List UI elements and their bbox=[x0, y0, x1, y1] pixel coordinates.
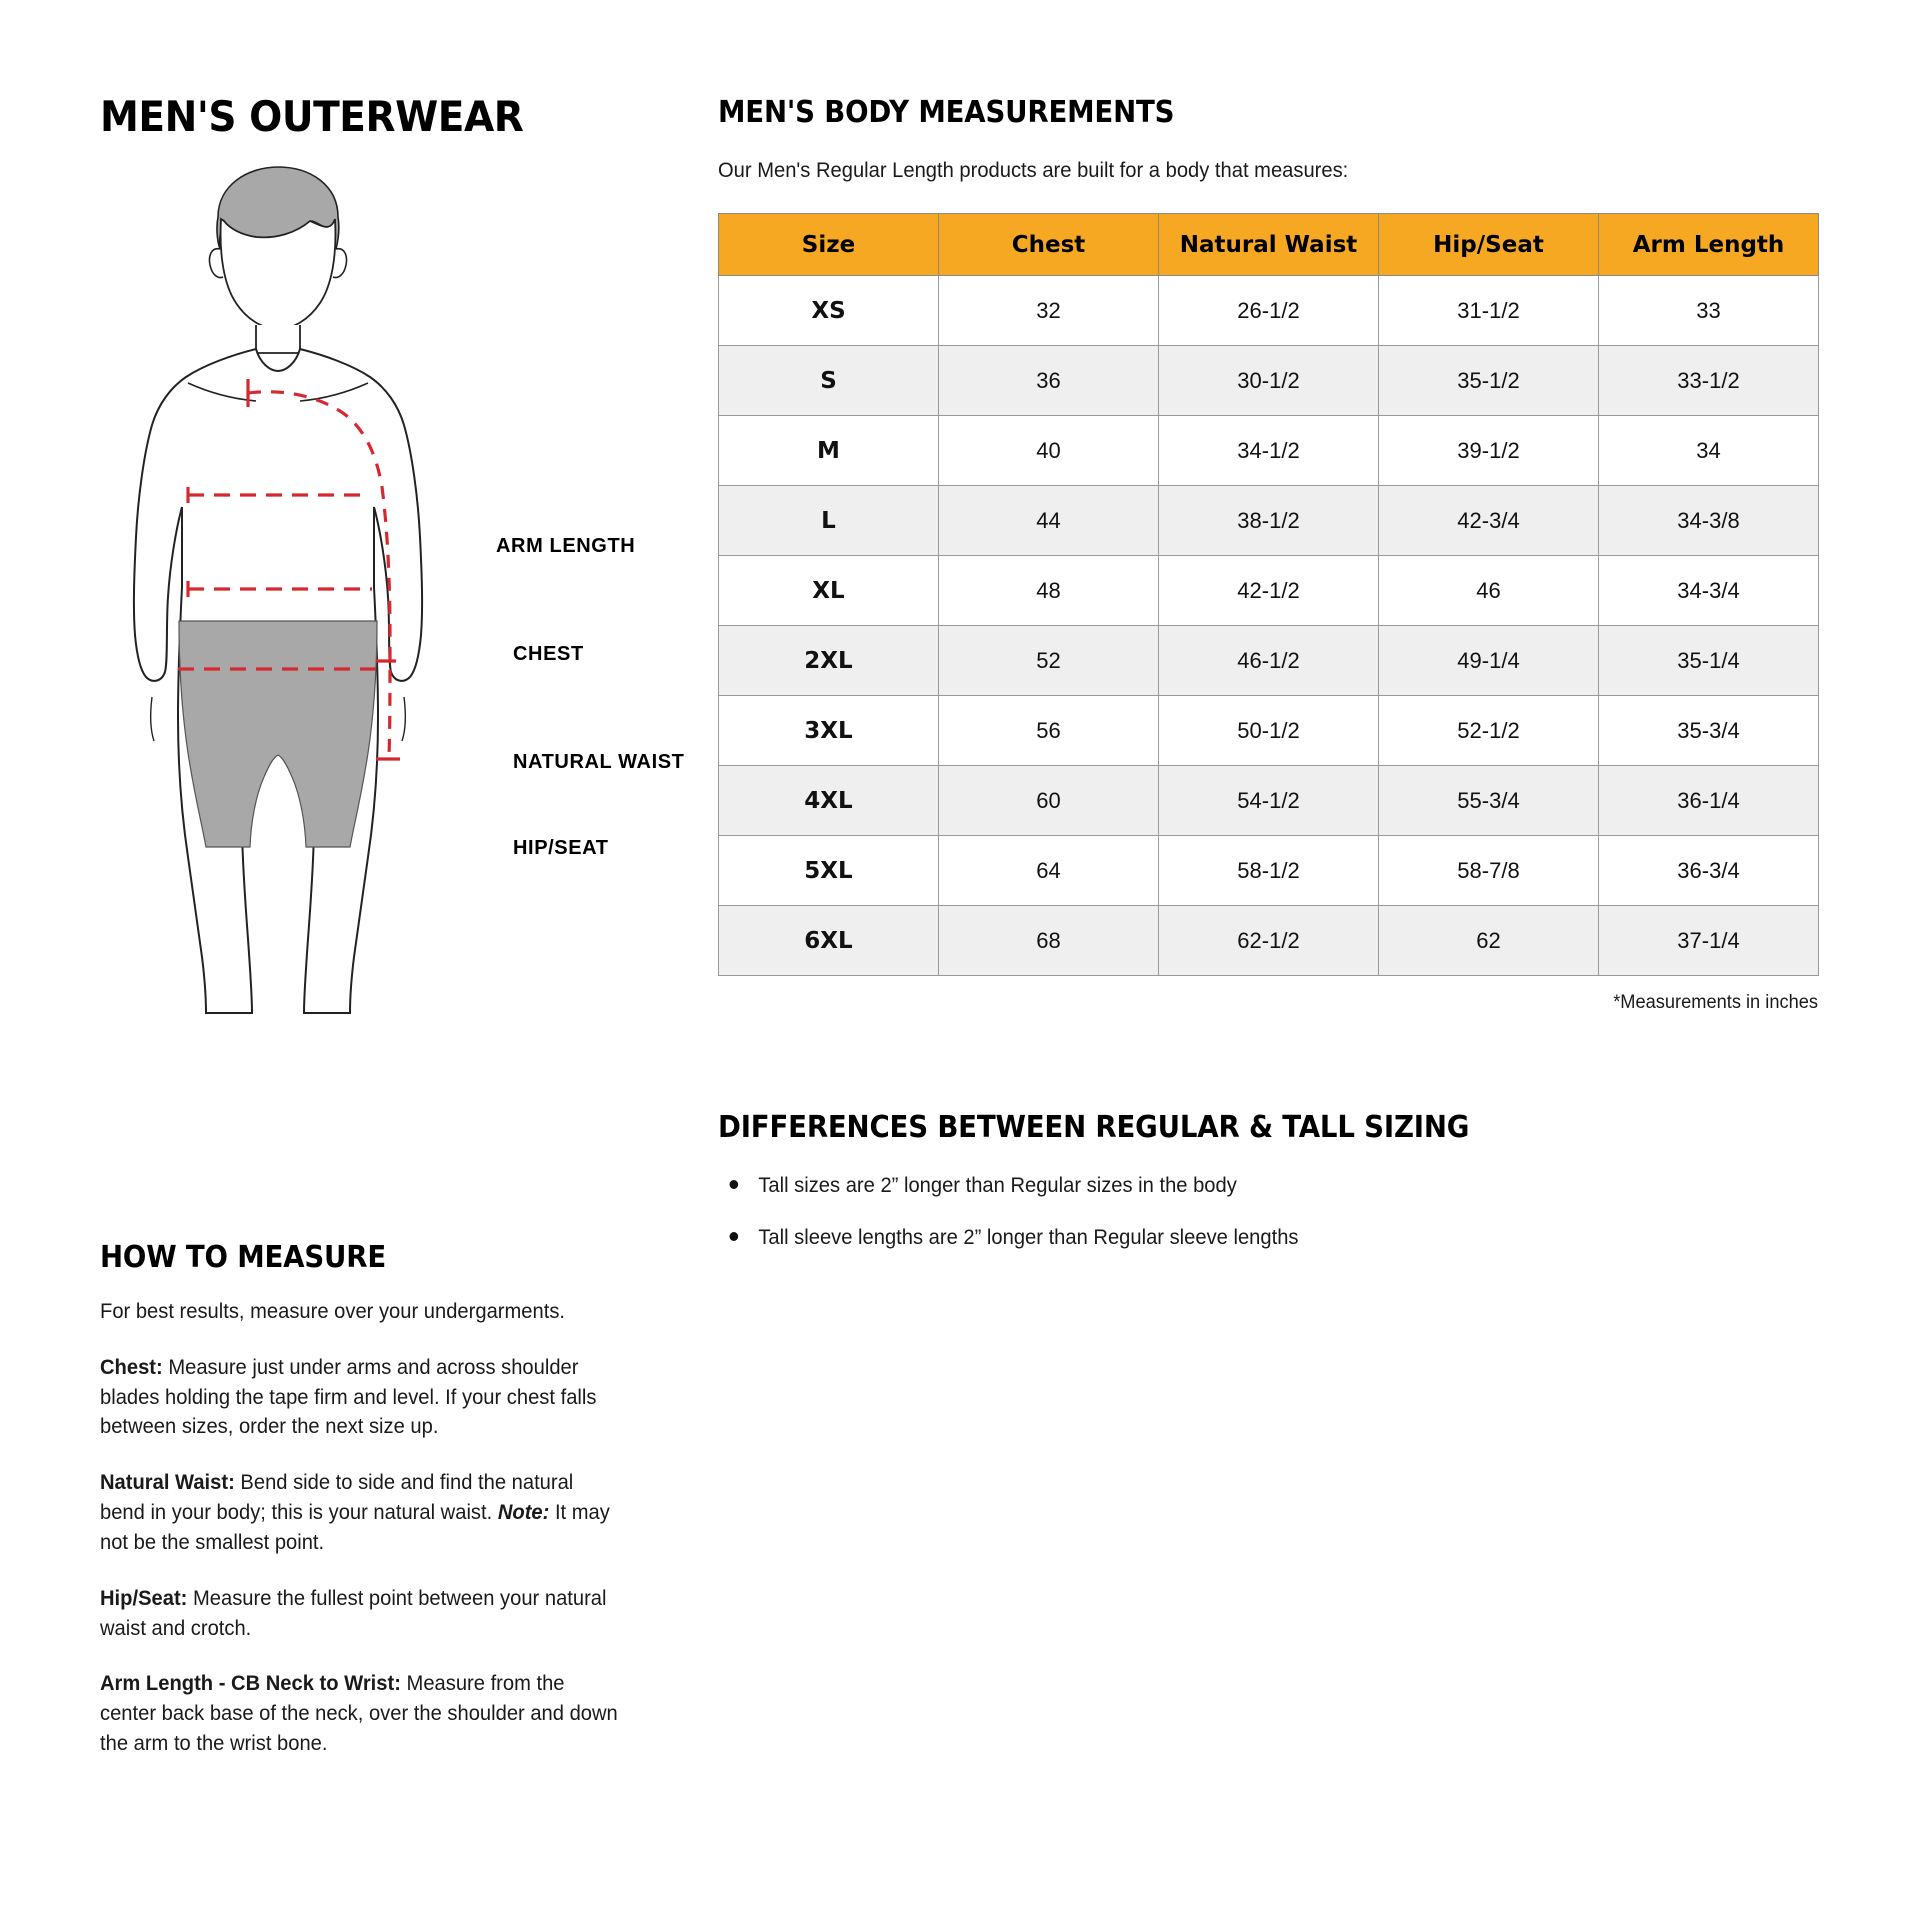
table-cell-value: 46-1/2 bbox=[1159, 626, 1379, 696]
table-cell-value: 31-1/2 bbox=[1379, 276, 1599, 346]
table-cell-value: 33 bbox=[1599, 276, 1819, 346]
differences-list bbox=[718, 1171, 1828, 1252]
table-cell-value: 60 bbox=[939, 766, 1159, 836]
table-cell-value: 34 bbox=[1599, 416, 1819, 486]
table-cell-value: 30-1/2 bbox=[1159, 346, 1379, 416]
table-column-header: Arm Length bbox=[1599, 214, 1819, 276]
how-to-measure-item-chest bbox=[100, 1353, 618, 1442]
table-cell-size: XL bbox=[719, 556, 939, 626]
table-row bbox=[719, 276, 1819, 346]
table-cell-value: 52-1/2 bbox=[1379, 696, 1599, 766]
shorts-shape bbox=[179, 621, 377, 847]
table-cell-value: 56 bbox=[939, 696, 1159, 766]
table-cell-size: 2XL bbox=[719, 626, 939, 696]
differences-list-item-text: Tall sleeve lengths are 2” longer than Regular sleeve lengths bbox=[758, 1225, 1299, 1249]
table-header-row bbox=[719, 214, 1819, 276]
table-cell-value: 68 bbox=[939, 906, 1159, 976]
table-cell-size: 5XL bbox=[719, 836, 939, 906]
item-body-hip-seat: Measure the fullest point between your natural waist and crotch. bbox=[100, 1586, 607, 1640]
figure-label-hip-seat: HIP/SEAT bbox=[513, 837, 609, 860]
right-column bbox=[718, 95, 1828, 1274]
how-to-measure-item-arm-length bbox=[100, 1669, 618, 1758]
table-cell-size: L bbox=[719, 486, 939, 556]
figure-label-arm-length: ARM LENGTH bbox=[496, 535, 636, 558]
figure-label-chest: CHEST bbox=[513, 643, 584, 666]
table-row bbox=[719, 416, 1819, 486]
body-diagram-svg bbox=[100, 157, 660, 1037]
table-cell-value: 34-3/8 bbox=[1599, 486, 1819, 556]
table-cell-value: 35-1/4 bbox=[1599, 626, 1819, 696]
table-cell-size: 4XL bbox=[719, 766, 939, 836]
measurements-footnote: *Measurements in inches bbox=[1613, 992, 1818, 1014]
item-body-natural-waist: Bend side to side and find the natural bend in your body; this is your natural waist. bbox=[100, 1471, 574, 1525]
table-cell-value: 34-3/4 bbox=[1599, 556, 1819, 626]
left-hand-line bbox=[151, 697, 154, 741]
table-cell-value: 58-1/2 bbox=[1159, 836, 1379, 906]
table-cell-value: 36-1/4 bbox=[1599, 766, 1819, 836]
table-cell-value: 46 bbox=[1379, 556, 1599, 626]
item-note-body-natural-waist: It may not be the smallest point. bbox=[100, 1501, 610, 1554]
table-column-header: Hip/Seat bbox=[1379, 214, 1599, 276]
table-cell-value: 49-1/4 bbox=[1379, 626, 1599, 696]
table-row bbox=[719, 836, 1819, 906]
table-cell-value: 33-1/2 bbox=[1599, 346, 1819, 416]
differences-heading: DIFFERENCES BETWEEN REGULAR & TALL SIZING bbox=[718, 1110, 1470, 1146]
table-cell-value: 34-1/2 bbox=[1159, 416, 1379, 486]
table-column-header: Chest bbox=[939, 214, 1159, 276]
table-cell-value: 48 bbox=[939, 556, 1159, 626]
how-to-measure-item-natural-waist bbox=[100, 1468, 618, 1557]
table-cell-value: 64 bbox=[939, 836, 1159, 906]
table-row bbox=[719, 626, 1819, 696]
table-cell-value: 32 bbox=[939, 276, 1159, 346]
table-column-header: Size bbox=[719, 214, 939, 276]
table-cell-value: 35-3/4 bbox=[1599, 696, 1819, 766]
how-to-measure-heading: HOW TO MEASURE bbox=[100, 1240, 387, 1275]
item-body-arm-length: Measure from the center back base of the neck, over the shoulder and down the arm to the wrist bone. bbox=[100, 1672, 618, 1755]
measurement-figure bbox=[100, 157, 685, 1037]
table-cell-value: 62-1/2 bbox=[1159, 906, 1379, 976]
table-row bbox=[719, 486, 1819, 556]
neck-shape bbox=[256, 325, 300, 353]
how-to-measure-item-hip-seat bbox=[100, 1584, 618, 1644]
table-cell-size: XS bbox=[719, 276, 939, 346]
item-lead-natural-waist: Natural Waist: bbox=[100, 1471, 235, 1495]
page-title: MEN'S OUTERWEAR bbox=[100, 92, 524, 141]
item-lead-arm-length: Arm Length - CB Neck to Wrist: bbox=[100, 1672, 401, 1696]
figure-label-natural-waist: NATURAL WAIST bbox=[513, 751, 685, 774]
table-cell-value: 36-3/4 bbox=[1599, 836, 1819, 906]
item-note-label-natural-waist: Note: bbox=[497, 1501, 550, 1525]
size-measurements-table bbox=[718, 213, 1819, 976]
table-cell-size: 3XL bbox=[719, 696, 939, 766]
differences-section bbox=[718, 1110, 1828, 1252]
table-cell-value: 37-1/4 bbox=[1599, 906, 1819, 976]
table-row bbox=[719, 696, 1819, 766]
table-header bbox=[719, 214, 1819, 276]
table-cell-value: 38-1/2 bbox=[1159, 486, 1379, 556]
differences-list-item-text: Tall sizes are 2” longer than Regular sizes in the body bbox=[758, 1174, 1237, 1198]
table-row bbox=[719, 556, 1819, 626]
table-cell-size: S bbox=[719, 346, 939, 416]
table-cell-value: 50-1/2 bbox=[1159, 696, 1379, 766]
differences-list-item bbox=[718, 1171, 1784, 1200]
how-to-measure-section bbox=[100, 1240, 640, 1759]
table-cell-value: 36 bbox=[939, 346, 1159, 416]
table-cell-value: 39-1/2 bbox=[1379, 416, 1599, 486]
bullet-dot-icon bbox=[730, 1232, 739, 1241]
right-hand-line bbox=[402, 697, 405, 741]
item-body-chest: Measure just under arms and across shoulder blades holding the tape firm and level. If your chest falls between sizes, order the next size up. bbox=[100, 1355, 597, 1439]
table-cell-value: 44 bbox=[939, 486, 1159, 556]
table-row bbox=[719, 906, 1819, 976]
how-to-measure-intro: For best results, measure over your undergarments. bbox=[100, 1300, 565, 1323]
table-row bbox=[719, 766, 1819, 836]
item-lead-chest: Chest: bbox=[100, 1355, 163, 1379]
head-shape bbox=[221, 219, 336, 329]
table-cell-size: M bbox=[719, 416, 939, 486]
table-cell-value: 40 bbox=[939, 416, 1159, 486]
table-cell-value: 52 bbox=[939, 626, 1159, 696]
table-cell-value: 62 bbox=[1379, 906, 1599, 976]
table-cell-value: 42-1/2 bbox=[1159, 556, 1379, 626]
item-lead-hip-seat: Hip/Seat: bbox=[100, 1586, 188, 1610]
table-cell-size: 6XL bbox=[719, 906, 939, 976]
table-cell-value: 26-1/2 bbox=[1159, 276, 1379, 346]
table-cell-value: 55-3/4 bbox=[1379, 766, 1599, 836]
table-body bbox=[719, 276, 1819, 976]
left-column bbox=[100, 92, 685, 1037]
body-measurements-heading: MEN'S BODY MEASUREMENTS bbox=[718, 95, 1175, 130]
table-cell-value: 58-7/8 bbox=[1379, 836, 1599, 906]
table-column-header: Natural Waist bbox=[1159, 214, 1379, 276]
table-cell-value: 42-3/4 bbox=[1379, 486, 1599, 556]
table-cell-value: 35-1/2 bbox=[1379, 346, 1599, 416]
body-measurements-intro: Our Men's Regular Length products are built for a body that measures: bbox=[718, 159, 1349, 182]
bullet-dot-icon bbox=[730, 1180, 739, 1189]
differences-list-item bbox=[718, 1223, 1784, 1252]
table-cell-value: 54-1/2 bbox=[1159, 766, 1379, 836]
table-row bbox=[719, 346, 1819, 416]
